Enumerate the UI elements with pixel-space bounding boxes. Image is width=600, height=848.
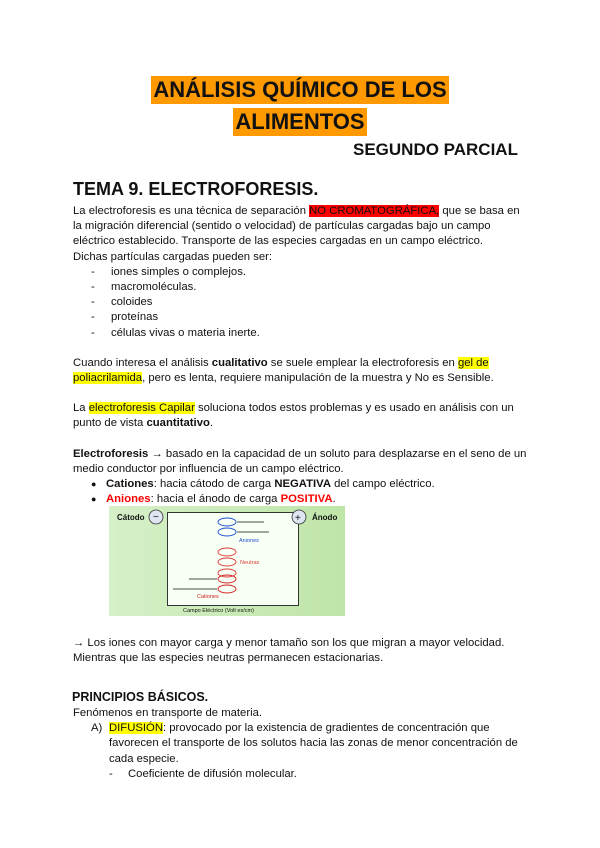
- cual-text-a: Cuando interesa el análisis: [73, 356, 212, 369]
- list-marker: A): [91, 722, 103, 735]
- diagram-svg: [109, 506, 345, 616]
- list-item: [91, 477, 528, 492]
- document-title: [0, 76, 600, 136]
- migration-section: [73, 636, 528, 666]
- plus-sign: +: [295, 513, 301, 524]
- section-heading: TEMA 9. ELECTROFORESIS.: [73, 179, 319, 199]
- principios-section: [73, 706, 528, 782]
- cap-bold: cuantitativo: [146, 417, 210, 430]
- list-item: - macromoléculas.: [91, 280, 528, 295]
- anodo-label: Ánodo: [312, 513, 338, 522]
- anion-particle: [218, 528, 236, 536]
- aniones-label: Aniones: [239, 538, 259, 544]
- def-bold: Electroforesis: [73, 447, 149, 460]
- cationes-label: Cationes: [197, 594, 219, 600]
- bullet-text-a: : hacia cátodo de carga: [153, 478, 275, 491]
- bullet-label: Cationes: [106, 478, 154, 491]
- highlight-capilar: electroforesis Capilar: [88, 402, 195, 415]
- cual-text-b: se suele emplear la electroforesis en: [267, 356, 458, 369]
- campo-label: Campo Eléctrico (Volt es/cm): [183, 608, 254, 614]
- principios-intro: Fenómenos en transporte de materia.: [73, 707, 263, 719]
- highlight-difusion: DIFUSIÓN: [109, 722, 163, 735]
- title-line-1: ANÁLISIS QUÍMICO DE LOS: [153, 77, 447, 102]
- particles-intro: Dichas partículas cargadas pueden ser:: [73, 250, 273, 263]
- title-line-2: ALIMENTOS: [235, 109, 365, 134]
- bullet-charge: NEGATIVA: [274, 478, 332, 491]
- intro-paragraph: [73, 204, 528, 250]
- definition-paragraph: [73, 447, 528, 477]
- document-subtitle: SEGUNDO PARCIAL: [353, 140, 518, 159]
- difusion-text: : provocado por la existencia de gradientes de concentración que favorecen el transporte de los solutos hacia las zonas de menor concentración de cada especie.: [109, 722, 518, 765]
- principios-list: [73, 721, 528, 767]
- cap-text-c: .: [209, 417, 214, 430]
- cual-bold: cualitativo: [211, 356, 268, 369]
- neutral-particle: [218, 548, 236, 556]
- particles-list: [73, 265, 528, 341]
- highlight-gel: gel de poliacrilamida: [73, 356, 489, 385]
- bullet-text-a: : hacia el ánodo de carga: [150, 493, 281, 506]
- minus-sign: −: [153, 512, 159, 523]
- neutral-particle: [218, 558, 236, 566]
- electrophoresis-diagram: [109, 506, 345, 616]
- bullet-text-b: .: [332, 493, 336, 506]
- cap-text-a: La: [73, 402, 89, 415]
- catodo-label: Cátodo: [117, 513, 145, 522]
- cation-particle: [218, 585, 236, 593]
- list-item: [91, 721, 528, 767]
- cation-particle: [218, 575, 236, 583]
- bullet-charge: POSITIVA: [280, 493, 333, 506]
- sub-list-item: - Coeficiente de difusión molecular.: [73, 767, 528, 782]
- migration-text-2: Mientras que las especies neutras permanecen estacionarias.: [73, 652, 384, 665]
- def-text: → basado en la capacidad de un soluto para desplazarse en el seno de un medio conductor por influencia de un campo eléctrico.: [73, 447, 527, 475]
- list-item: - células vivas o materia inerte.: [91, 326, 528, 341]
- cual-text-c: , pero es lenta, requiere manipulación de la muestra y No es Sensible.: [142, 372, 494, 385]
- migration-bullets: [73, 477, 528, 507]
- neutras-label: Neutras: [240, 560, 260, 566]
- highlight-no-cromatografica: NO CROMATOGRÁFICA,: [309, 205, 440, 217]
- cualitativo-paragraph: [73, 356, 528, 386]
- migration-text-1: → Los iones con mayor carga y menor tamaño son los que migran a mayor velocidad.: [73, 637, 505, 649]
- bullet-text-b: del campo eléctrico.: [331, 478, 435, 491]
- list-item: - coloides: [91, 295, 528, 310]
- intro-text-a: La electroforesis es una técnica de separación: [73, 205, 310, 217]
- capilar-paragraph: [73, 401, 528, 431]
- cap-text-b: soluciona todos estos problemas y es usado en análisis con un punto de vista: [73, 402, 514, 430]
- anion-particle: [218, 518, 236, 526]
- intro-section: [73, 204, 528, 507]
- list-item: - iones simples o complejos.: [91, 265, 528, 280]
- intro-text-b: que se basa en la migración diferencial (sentido o velocidad) de partículas cargadas bajo un campo eléctrico establecido. Transporte de las especies cargadas en un campo eléctrico.: [73, 205, 520, 248]
- principios-heading: PRINCIPIOS BÁSICOS.: [72, 690, 209, 704]
- bullet-label: Aniones: [106, 493, 151, 506]
- list-item: - proteínas: [91, 310, 528, 325]
